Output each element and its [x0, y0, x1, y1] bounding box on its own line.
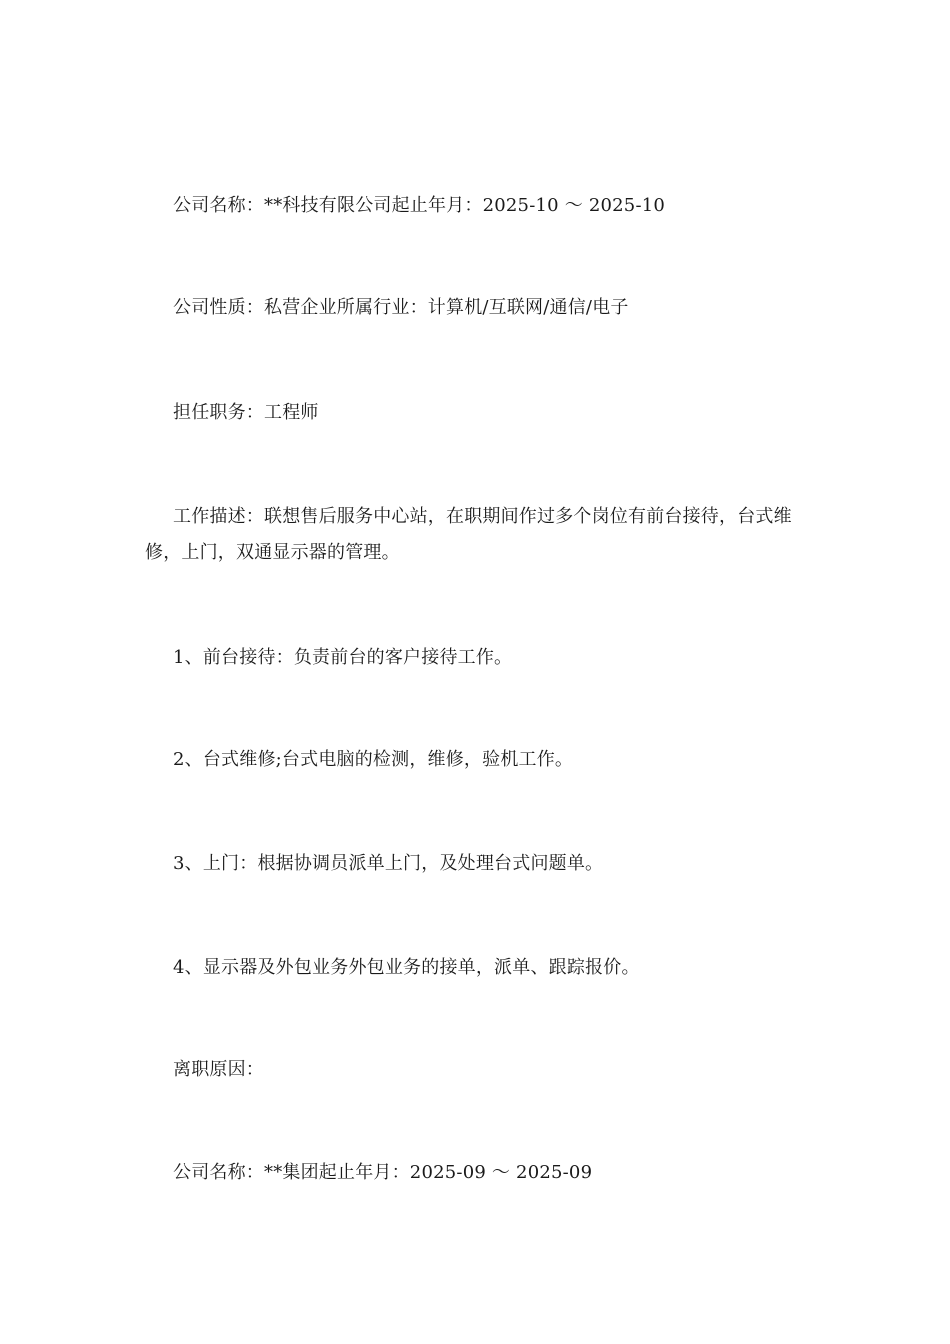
- position-line: 担任职务：工程师: [173, 402, 319, 423]
- duty-item-3: 3、上门：根据协调员派单上门，及处理台式问题单。: [173, 853, 604, 874]
- duty-item-1: 1、前台接待：负责前台的客户接待工作。: [173, 647, 513, 668]
- duty-item-2: 2、台式维修;台式电脑的检测，维修，验机工作。: [173, 749, 574, 770]
- job-description-paragraph: 工作描述：联想售后服务中心站，在职期间作过多个岗位有前台接待，台式维修，上门，双通显示器的管理。: [145, 506, 792, 563]
- company-name-line-1: 公司名称：**科技有限公司起止年月：2025-10 ～ 2025-10: [173, 195, 666, 216]
- company-nature-line: 公司性质：私营企业所属行业：计算机/互联网/通信/电子: [173, 297, 629, 318]
- duty-item-4: 4、显示器及外包业务外包业务的接单，派单、跟踪报价。: [173, 957, 640, 978]
- leaving-reason-line: 离职原因：: [173, 1059, 264, 1080]
- company-name-line-2: 公司名称：**集团起止年月：2025-09 ～ 2025-09: [173, 1162, 593, 1183]
